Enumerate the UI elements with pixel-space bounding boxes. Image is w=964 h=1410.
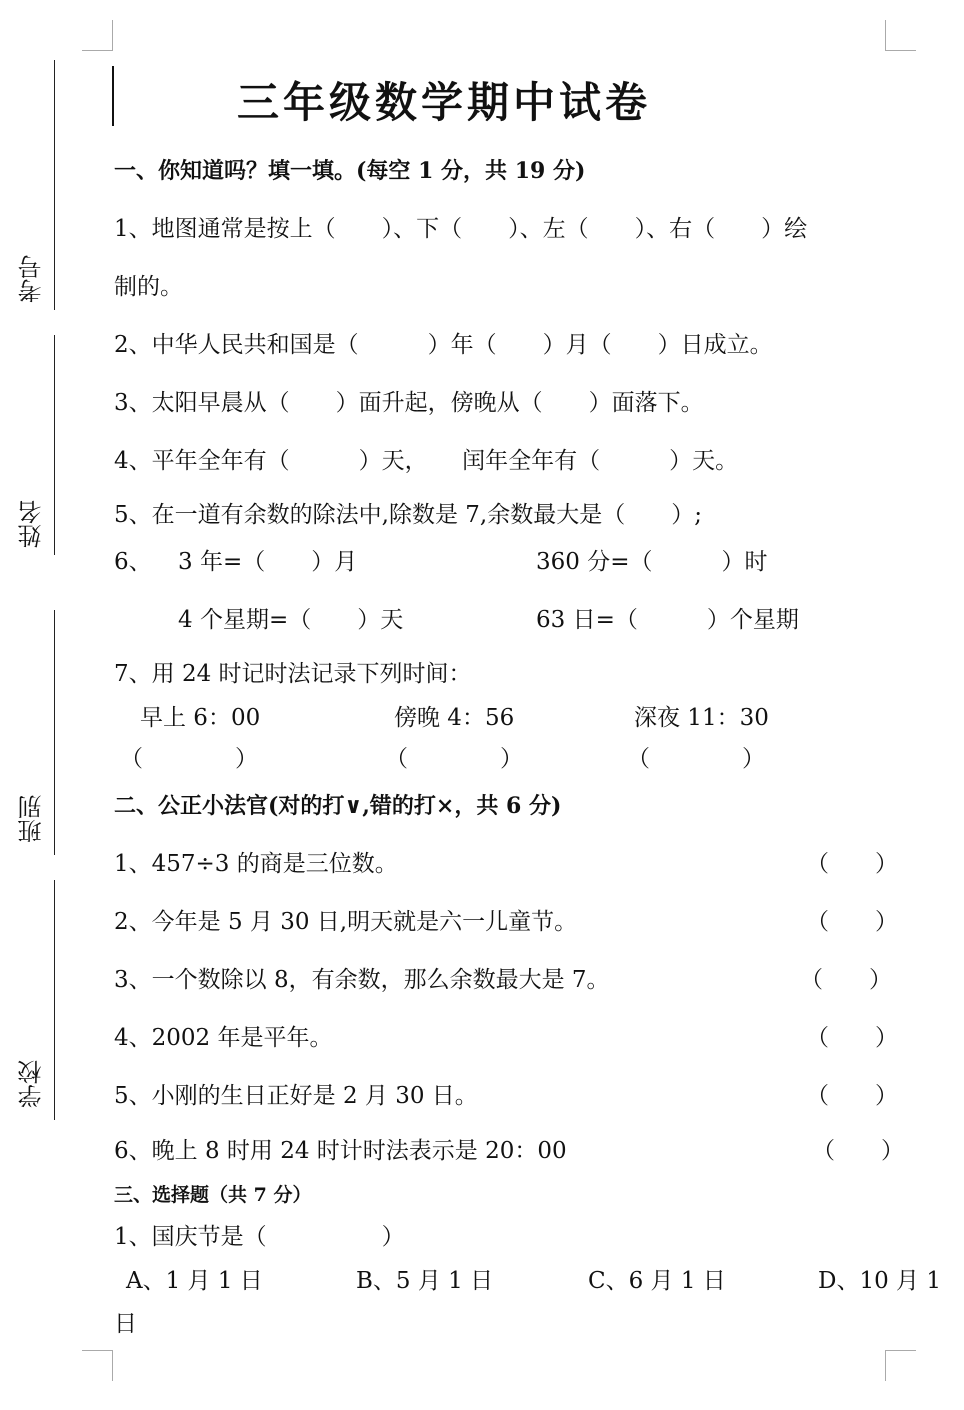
judge-item-1: 1、457÷3 的商是三位数。 <box>114 851 398 877</box>
title-bar-mark <box>112 66 114 126</box>
judge-item-3: 3、一个数除以 8，有余数，那么余数最大是 7。 <box>114 967 610 993</box>
exam-no-label: 考号 <box>18 255 46 303</box>
crop-mark-bottom-right <box>885 1350 916 1381</box>
crop-mark-top-left <box>82 20 113 51</box>
question-1-1-line2: 制的。 <box>114 274 183 300</box>
question-1-6c: 4 个星期=（ ）天 <box>178 607 404 633</box>
time-evening: 傍晚 4：56 <box>394 705 515 731</box>
choice-question-1: 1、国庆节是（ ） <box>114 1224 405 1250</box>
question-1-6d: 63 日=（ ）个星期 <box>536 607 799 633</box>
choice-option-d[interactable]: D、10 月 1 <box>818 1268 941 1294</box>
question-1-6a: 3 年=（ ）月 <box>178 549 358 575</box>
judge-item-2: 2、今年是 5 月 30 日,明天就是六一儿童节。 <box>114 909 578 935</box>
time-morning: 早上 6：00 <box>140 705 261 731</box>
time-morning-blank[interactable]: （ ） <box>120 746 258 772</box>
question-1-6-label: 6、 <box>114 549 152 575</box>
judge-blank-2[interactable]: （ ） <box>806 909 898 935</box>
question-1-5: 5、在一道有余数的除法中,除数是 7,余数最大是（ ）; <box>114 502 702 528</box>
question-1-7: 7、用 24 时记时法记录下列时间： <box>114 661 472 687</box>
question-1-3: 3、太阳早晨从（ ）面升起，傍晚从（ ）面落下。 <box>114 390 704 416</box>
name-label: 姓名 <box>18 500 46 548</box>
class-line <box>54 610 55 855</box>
time-night: 深夜 11：30 <box>634 705 769 731</box>
time-night-blank[interactable]: （ ） <box>627 746 765 772</box>
time-evening-blank[interactable]: （ ） <box>385 746 523 772</box>
crop-mark-top-right <box>885 20 916 51</box>
choice-option-d-wrap: 日 <box>114 1311 137 1337</box>
choice-option-c[interactable]: C、6 月 1 日 <box>588 1268 726 1294</box>
judge-item-5: 5、小刚的生日正好是 2 月 30 日。 <box>114 1083 478 1109</box>
question-1-1-line1: 1、地图通常是按上（ ）、下（ ）、左（ ）、右（ ）绘 <box>114 216 808 242</box>
judge-blank-3[interactable]: （ ） <box>800 967 892 993</box>
page-title: 三年级数学期中试卷 <box>237 78 652 127</box>
name-line <box>54 335 55 555</box>
judge-blank-4[interactable]: （ ） <box>806 1025 898 1051</box>
question-1-2: 2、中华人民共和国是（ ）年（ ）月（ ）日成立。 <box>114 332 773 358</box>
question-1-6b: 360 分=（ ）时 <box>536 549 768 575</box>
choice-option-b[interactable]: B、5 月 1 日 <box>356 1268 494 1294</box>
question-1-4: 4、平年全年有（ ）天， 闰年全年有（ ）天。 <box>114 448 739 474</box>
choice-option-a[interactable]: A、1 月 1 日 <box>126 1268 263 1294</box>
section2-heading: 二、公正小法官(对的打∨,错的打×，共 6 分) <box>114 793 562 819</box>
crop-mark-bottom-left <box>82 1350 113 1381</box>
section3-heading: 三、选择题（共 7 分） <box>114 1184 312 1206</box>
judge-blank-1[interactable]: （ ） <box>806 851 898 877</box>
judge-blank-5[interactable]: （ ） <box>806 1083 898 1109</box>
section1-heading: 一、你知道吗？填一填。(每空 1 分，共 19 分) <box>114 158 586 184</box>
exam-no-line <box>54 60 55 310</box>
class-label: 班别 <box>18 795 46 843</box>
judge-blank-6[interactable]: （ ） <box>812 1138 904 1164</box>
school-label: 学校 <box>18 1060 46 1108</box>
school-line <box>54 880 55 1120</box>
judge-item-6: 6、晚上 8 时用 24 时计时法表示是 20：00 <box>114 1138 567 1164</box>
judge-item-4: 4、2002 年是平年。 <box>114 1025 333 1051</box>
